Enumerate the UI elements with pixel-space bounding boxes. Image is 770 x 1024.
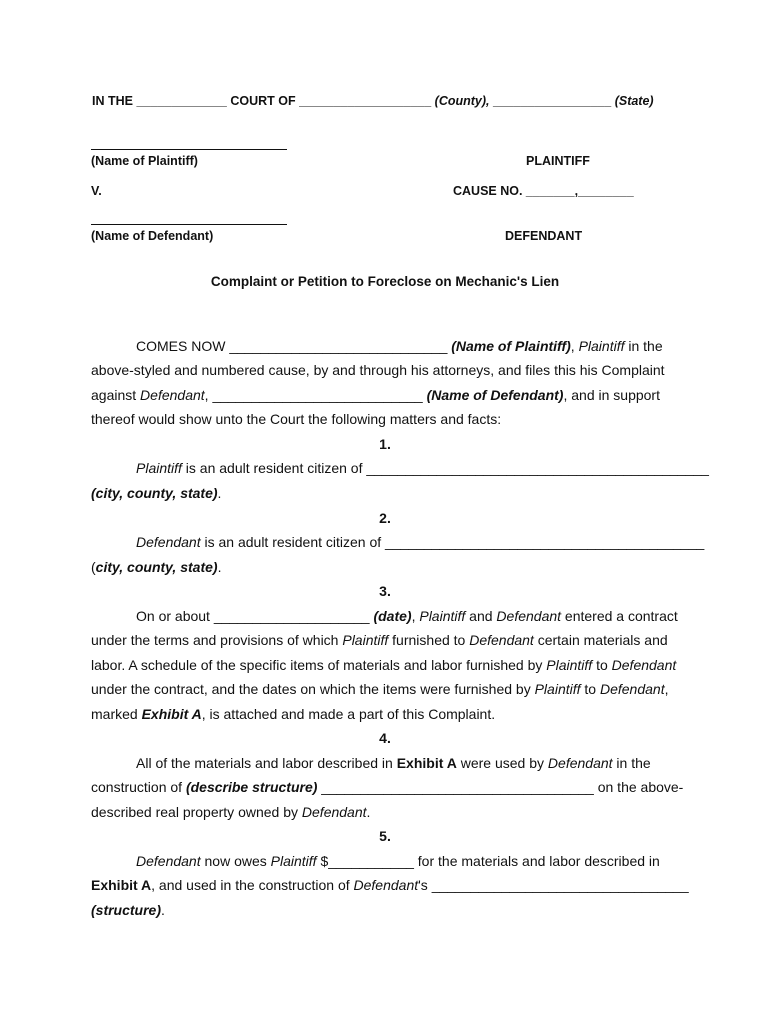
against-text: against bbox=[91, 387, 141, 403]
structure-blank: ___________________________________ bbox=[317, 779, 594, 795]
section-text: were used by bbox=[456, 755, 548, 771]
defendant-word: Defendant bbox=[496, 608, 562, 624]
comma-text: , bbox=[570, 338, 579, 354]
period-text: . bbox=[366, 804, 371, 820]
section-4-line-1 bbox=[136, 754, 651, 772]
plaintiff-word: Plaintiff bbox=[419, 608, 466, 624]
section-text: on the above- bbox=[593, 779, 684, 795]
defendant-word: Defendant bbox=[136, 853, 201, 869]
section-2-line-2 bbox=[91, 558, 221, 576]
defendant-word: Defendant bbox=[136, 534, 201, 550]
section-5-line-3 bbox=[91, 901, 165, 919]
section-3-line-3 bbox=[91, 656, 676, 674]
structure-blank: _________________________________ bbox=[431, 877, 689, 893]
comma-text: , bbox=[411, 608, 420, 624]
intro-line-4: thereof would show unto the Court the following matters and facts: bbox=[91, 411, 502, 427]
residence-blank: _________________________________________ bbox=[385, 534, 705, 550]
section-1-line-2 bbox=[91, 484, 221, 502]
comes-now-text: COMES NOW bbox=[136, 338, 226, 354]
defendant-word: Defendant bbox=[140, 387, 205, 403]
defendant-word: Defendant bbox=[547, 755, 613, 771]
section-text: under the contract, and the dates on which the items were furnished by bbox=[91, 681, 535, 697]
period-text: . bbox=[161, 902, 165, 918]
section-text: now owes bbox=[200, 853, 271, 869]
state-label: (State) bbox=[614, 94, 654, 108]
section-text: 's bbox=[418, 877, 432, 893]
section-text: to bbox=[580, 681, 600, 697]
section-5-line-2 bbox=[91, 876, 689, 894]
describe-structure-label: (describe structure) bbox=[185, 779, 318, 795]
plaintiff-word: Plaintiff bbox=[136, 460, 182, 476]
date-blank: ____________________ bbox=[213, 608, 370, 624]
amount-owed-text: $___________ for the materials and labor described in bbox=[316, 853, 660, 869]
document-title: Complaint or Petition to Foreclose on Mechanic's Lien bbox=[210, 274, 560, 289]
defendant-word: Defendant bbox=[301, 804, 367, 820]
plaintiff-blank: ____________________________ bbox=[229, 338, 448, 354]
defendant-word: Defendant bbox=[469, 632, 534, 648]
section-text: is an adult resident citizen of bbox=[181, 460, 367, 476]
name-of-plaintiff-label: (Name of Plaintiff) bbox=[451, 338, 571, 354]
court-of-label: COURT OF bbox=[230, 94, 296, 108]
exhibit-a-label: Exhibit A bbox=[396, 755, 457, 771]
plaintiff-role-label: PLAINTIFF bbox=[526, 154, 590, 168]
section-text: is an adult resident citizen of bbox=[200, 534, 386, 550]
section-3-number: 3. bbox=[379, 583, 391, 599]
section-text: marked bbox=[91, 706, 142, 722]
exhibit-a-label: Exhibit A bbox=[141, 706, 202, 722]
in-the-text: in the bbox=[624, 338, 663, 354]
plaintiff-word: Plaintiff bbox=[578, 338, 625, 354]
plaintiff-word: Plaintiff bbox=[546, 657, 593, 673]
section-text: in the bbox=[612, 755, 651, 771]
county-blank: ___________________ bbox=[299, 94, 432, 108]
section-2-number: 2. bbox=[379, 510, 391, 526]
date-label: (date) bbox=[373, 608, 412, 624]
court-caption-line bbox=[92, 92, 654, 110]
intro-line-2: above-styled and numbered cause, by and through his attorneys, and files this his Complaint bbox=[91, 362, 665, 378]
on-or-about-text: On or about bbox=[136, 608, 214, 624]
plaintiff-name-rule bbox=[91, 149, 287, 150]
entered-text: entered a contract bbox=[561, 608, 678, 624]
section-5-number: 5. bbox=[379, 828, 391, 844]
county-label: (County), bbox=[434, 94, 490, 108]
section-text: All of the materials and labor described in bbox=[136, 755, 397, 771]
section-3-line-2 bbox=[91, 631, 668, 649]
intro-line-1 bbox=[136, 337, 663, 355]
section-4-line-3 bbox=[91, 803, 370, 821]
section-text: to bbox=[592, 657, 612, 673]
section-1-number: 1. bbox=[379, 436, 391, 452]
defendant-name-rule bbox=[91, 224, 287, 225]
section-text: furnished to bbox=[388, 632, 470, 648]
section-3-line-4 bbox=[91, 680, 668, 698]
defendant-blank: ___________________________ bbox=[212, 387, 423, 403]
section-4-line-2 bbox=[91, 778, 683, 796]
section-5-line-1 bbox=[136, 852, 660, 870]
comma-text: , bbox=[204, 387, 213, 403]
section-2-line-1 bbox=[136, 533, 704, 551]
section-3-line-1 bbox=[136, 607, 678, 625]
intro-line-3 bbox=[91, 386, 660, 404]
cause-number: CAUSE NO. _______,________ bbox=[453, 184, 634, 198]
section-text: described real property owned by bbox=[91, 804, 302, 820]
open-paren-text: ( bbox=[91, 559, 96, 575]
section-text: , and used in the construction of bbox=[151, 877, 354, 893]
plaintiff-word: Plaintiff bbox=[270, 853, 317, 869]
section-text: , bbox=[664, 681, 669, 697]
section-3-line-5 bbox=[91, 705, 495, 723]
section-4-number: 4. bbox=[379, 730, 391, 746]
defendant-name-label: (Name of Defendant) bbox=[91, 229, 214, 243]
court-blank: _____________ bbox=[136, 94, 227, 108]
city-county-state-label: (city, county, state) bbox=[91, 485, 218, 501]
section-text: , is attached and made a part of this Complaint. bbox=[201, 706, 496, 722]
defendant-word: Defendant bbox=[353, 877, 419, 893]
residence-blank: ____________________________________________ bbox=[366, 460, 709, 476]
section-text: certain materials and bbox=[533, 632, 668, 648]
defendant-role-label: DEFENDANT bbox=[505, 229, 583, 243]
plaintiff-name-label: (Name of Plaintiff) bbox=[91, 154, 198, 168]
and-text: and bbox=[465, 608, 497, 624]
period-text: . bbox=[217, 485, 222, 501]
in-the-label: IN THE bbox=[92, 94, 133, 108]
section-text: labor. A schedule of the specific items of materials and labor furnished by bbox=[91, 657, 547, 673]
section-text: construction of bbox=[91, 779, 186, 795]
defendant-word: Defendant bbox=[599, 681, 665, 697]
city-county-state-label: city, county, state) bbox=[95, 559, 218, 575]
plaintiff-word: Plaintiff bbox=[342, 632, 389, 648]
name-of-defendant-label: (Name of Defendant) bbox=[426, 387, 564, 403]
versus-label: V. bbox=[91, 184, 102, 198]
structure-label: (structure) bbox=[91, 902, 162, 918]
period-text: . bbox=[217, 559, 222, 575]
in-support-text: , and in support bbox=[563, 387, 660, 403]
state-blank: _________________ bbox=[493, 94, 612, 108]
exhibit-a-label: Exhibit A bbox=[91, 877, 152, 893]
section-text: under the terms and provisions of which bbox=[91, 632, 343, 648]
defendant-word: Defendant bbox=[611, 657, 677, 673]
section-1-line-1 bbox=[136, 459, 709, 477]
plaintiff-word: Plaintiff bbox=[534, 681, 581, 697]
